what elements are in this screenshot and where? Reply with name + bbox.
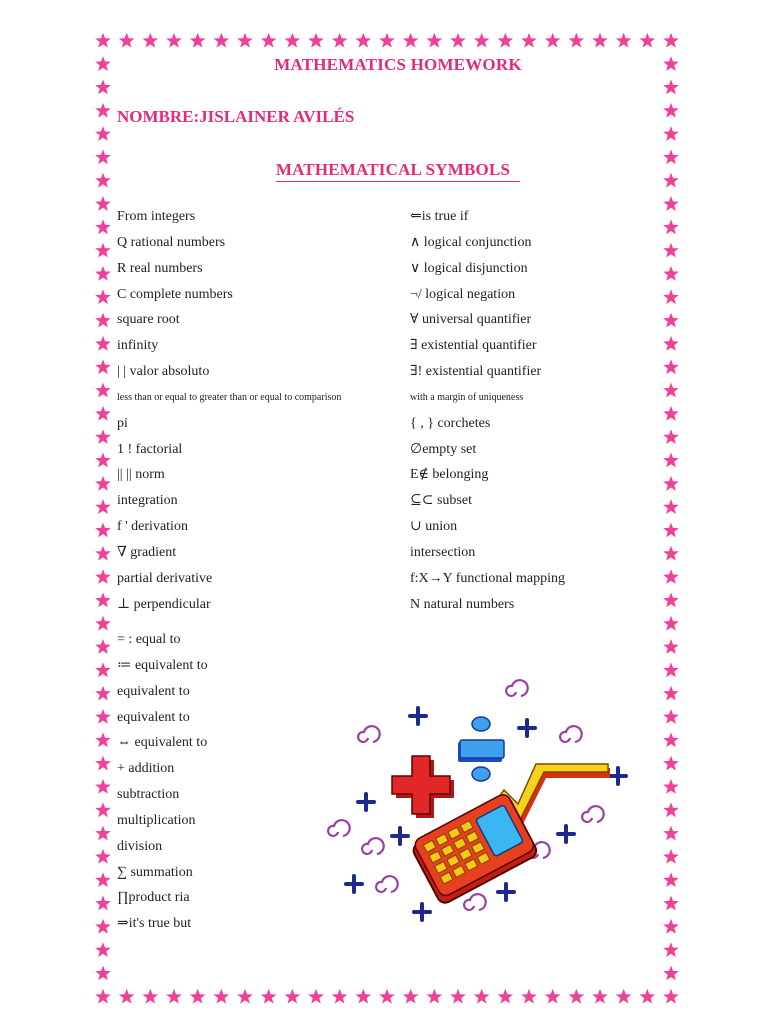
list-item: division xyxy=(117,838,163,854)
symbol-list-left xyxy=(117,208,341,622)
list-item: From integers xyxy=(117,209,196,224)
star-icon xyxy=(450,33,466,48)
star-icon xyxy=(95,266,111,281)
star-icon xyxy=(663,686,679,701)
star-icon xyxy=(95,79,111,94)
star-icon xyxy=(592,989,608,1004)
star-icon xyxy=(261,33,277,48)
star-icon xyxy=(95,919,111,934)
star-icon xyxy=(663,523,679,538)
star-icon xyxy=(95,289,111,304)
star-icon xyxy=(663,779,679,794)
document-title: MATHEMATICS HOMEWORK xyxy=(274,55,522,74)
list-item: ¬/ logical negation xyxy=(410,286,516,302)
star-icon xyxy=(640,989,656,1004)
star-icon xyxy=(663,732,679,747)
star-icon xyxy=(95,383,111,398)
star-icon xyxy=(663,499,679,514)
star-icon xyxy=(166,33,182,48)
star-icon xyxy=(663,942,679,957)
star-icon xyxy=(95,896,111,911)
list-item: | | valor absoluto xyxy=(117,364,210,380)
star-icon xyxy=(616,989,632,1004)
star-icon xyxy=(663,266,679,281)
division-icon xyxy=(458,717,504,781)
symbol-list-right xyxy=(410,208,565,622)
list-item: ⇐is true if xyxy=(410,209,469,224)
list-item: ∑ summation xyxy=(117,864,193,880)
star-icon xyxy=(95,429,111,444)
math-clipart-icon xyxy=(320,672,640,932)
list-item: ∀ universal quantifier xyxy=(410,312,532,328)
list-item: integration xyxy=(117,493,178,509)
star-icon xyxy=(663,989,679,1004)
list-item: N natural numbers xyxy=(410,596,515,612)
star-icon xyxy=(427,989,443,1004)
star-icon xyxy=(427,33,443,48)
star-icon xyxy=(95,243,111,258)
star-icon xyxy=(95,453,111,468)
list-item: ⇒it's true but xyxy=(117,916,192,932)
list-item: intersection xyxy=(410,544,476,560)
star-icon xyxy=(663,79,679,94)
star-icon xyxy=(663,289,679,304)
section-title-text: MATHEMATICAL SYMBOLS xyxy=(276,160,520,182)
star-icon xyxy=(332,33,348,48)
star-icon xyxy=(237,989,253,1004)
star-icon xyxy=(663,383,679,398)
star-icon xyxy=(119,33,135,48)
star-icon xyxy=(95,709,111,724)
star-icon xyxy=(663,453,679,468)
star-icon xyxy=(663,219,679,234)
star-icon xyxy=(403,33,419,48)
star-icon xyxy=(143,33,159,48)
star-icon xyxy=(663,103,679,118)
list-item: square root xyxy=(117,312,180,328)
star-icon xyxy=(143,989,159,1004)
star-icon xyxy=(663,966,679,981)
list-item: 1 ! factorial xyxy=(117,441,183,457)
star-icon xyxy=(663,546,679,561)
star-icon xyxy=(663,872,679,887)
list-item: infinity xyxy=(117,338,159,354)
star-icon xyxy=(214,33,230,48)
list-item: equivalent to xyxy=(117,683,190,699)
star-icon xyxy=(569,33,585,48)
list-item: partial derivative xyxy=(117,570,213,586)
list-item: ∇ gradient xyxy=(117,544,177,560)
list-item: equivalent to xyxy=(117,709,190,725)
star-icon xyxy=(663,919,679,934)
star-icon xyxy=(95,336,111,351)
star-icon xyxy=(95,33,111,48)
star-icon xyxy=(545,33,561,48)
star-icon xyxy=(95,686,111,701)
list-item: + addition xyxy=(117,761,175,777)
star-icon xyxy=(663,476,679,491)
star-icon xyxy=(285,989,301,1004)
list-item: ∃ existential quantifier xyxy=(410,338,537,354)
star-icon xyxy=(95,966,111,981)
star-icon xyxy=(308,33,324,48)
star-icon xyxy=(663,709,679,724)
star-icon xyxy=(95,849,111,864)
star-icon xyxy=(95,406,111,421)
list-item: ∏product ria xyxy=(117,890,190,906)
section-title xyxy=(0,160,768,180)
star-icon xyxy=(569,989,585,1004)
star-icon xyxy=(190,989,206,1004)
list-item: Q rational numbers xyxy=(117,234,226,250)
star-icon xyxy=(663,592,679,607)
star-icon xyxy=(95,313,111,328)
list-item: subtraction xyxy=(117,787,180,803)
star-icon xyxy=(95,359,111,374)
star-icon xyxy=(95,219,111,234)
star-icon xyxy=(663,662,679,677)
list-item: ⇔ equivalent to xyxy=(117,735,208,751)
star-icon xyxy=(95,802,111,817)
star-icon xyxy=(450,989,466,1004)
star-icon xyxy=(663,639,679,654)
star-icon xyxy=(95,826,111,841)
star-icon xyxy=(237,33,253,48)
star-icon xyxy=(95,662,111,677)
list-item: || || norm xyxy=(117,467,165,483)
star-icon xyxy=(474,989,490,1004)
list-item: with a margin of uniqueness xyxy=(410,391,524,403)
star-icon xyxy=(285,33,301,48)
star-icon xyxy=(95,942,111,957)
star-icon xyxy=(356,989,372,1004)
star-icon xyxy=(95,476,111,491)
star-icon xyxy=(95,989,111,1004)
star-icon xyxy=(95,732,111,747)
list-item: less than or equal to greater than or equal to comparison xyxy=(117,391,342,403)
list-item: pi xyxy=(117,415,128,431)
star-icon xyxy=(95,756,111,771)
star-icon xyxy=(521,989,537,1004)
star-icon xyxy=(332,989,348,1004)
star-icon xyxy=(95,546,111,561)
star-icon xyxy=(95,779,111,794)
star-icon xyxy=(545,989,561,1004)
star-icon xyxy=(379,33,395,48)
list-item: R real numbers xyxy=(117,260,203,276)
star-icon xyxy=(663,849,679,864)
star-icon xyxy=(308,989,324,1004)
star-icon xyxy=(663,756,679,771)
star-icon xyxy=(95,499,111,514)
star-icon xyxy=(663,196,679,211)
list-item: ∅empty set xyxy=(410,441,477,457)
star-icon xyxy=(663,616,679,631)
star-icon xyxy=(592,33,608,48)
list-item: ≔ equivalent to xyxy=(117,657,208,673)
star-icon xyxy=(403,989,419,1004)
star-icon xyxy=(663,359,679,374)
star-icon xyxy=(521,33,537,48)
star-icon xyxy=(616,33,632,48)
star-icon xyxy=(95,103,111,118)
star-icon xyxy=(663,406,679,421)
star-icon xyxy=(663,826,679,841)
list-item: ∧ logical conjunction xyxy=(410,234,532,250)
star-icon xyxy=(663,313,679,328)
star-icon xyxy=(663,336,679,351)
star-icon xyxy=(166,989,182,1004)
star-icon xyxy=(95,639,111,654)
star-icon xyxy=(95,872,111,887)
star-icon xyxy=(95,196,111,211)
star-icon xyxy=(663,429,679,444)
list-item: ∪ union xyxy=(410,519,458,535)
red-plus-icon xyxy=(392,756,454,818)
star-icon xyxy=(498,989,514,1004)
star-icon xyxy=(119,989,135,1004)
star-icon xyxy=(190,33,206,48)
star-icon xyxy=(379,989,395,1004)
list-item: { , } corchetes xyxy=(410,415,491,431)
list-item: ∨ logical disjunction xyxy=(410,260,528,276)
star-icon xyxy=(663,126,679,141)
list-item: ⊥ perpendicular xyxy=(117,596,211,612)
star-icon xyxy=(95,126,111,141)
star-icon xyxy=(498,33,514,48)
list-item: ∃! existential quantifier xyxy=(410,364,542,380)
star-icon xyxy=(663,569,679,584)
student-name: NOMBRE:JISLAINER AVILÉS xyxy=(117,107,355,126)
star-icon xyxy=(474,33,490,48)
star-icon xyxy=(640,33,656,48)
star-icon xyxy=(663,896,679,911)
star-icon xyxy=(95,523,111,538)
list-item: f ' derivation xyxy=(117,519,188,535)
star-icon xyxy=(663,802,679,817)
star-icon xyxy=(95,616,111,631)
list-item: f:X→Y functional mapping xyxy=(410,570,566,586)
list-item: C complete numbers xyxy=(117,286,233,302)
star-icon xyxy=(95,592,111,607)
star-icon xyxy=(214,989,230,1004)
symbol-list-left-continued xyxy=(117,631,208,941)
star-icon xyxy=(95,569,111,584)
list-item: multiplication xyxy=(117,812,196,828)
list-item: = : equal to xyxy=(117,632,181,647)
star-icon xyxy=(356,33,372,48)
star-icon xyxy=(663,33,679,48)
star-icon xyxy=(663,243,679,258)
list-item: ⊆⊂ subset xyxy=(410,493,472,509)
star-icon xyxy=(261,989,277,1004)
list-item: E∉ belonging xyxy=(410,467,489,483)
